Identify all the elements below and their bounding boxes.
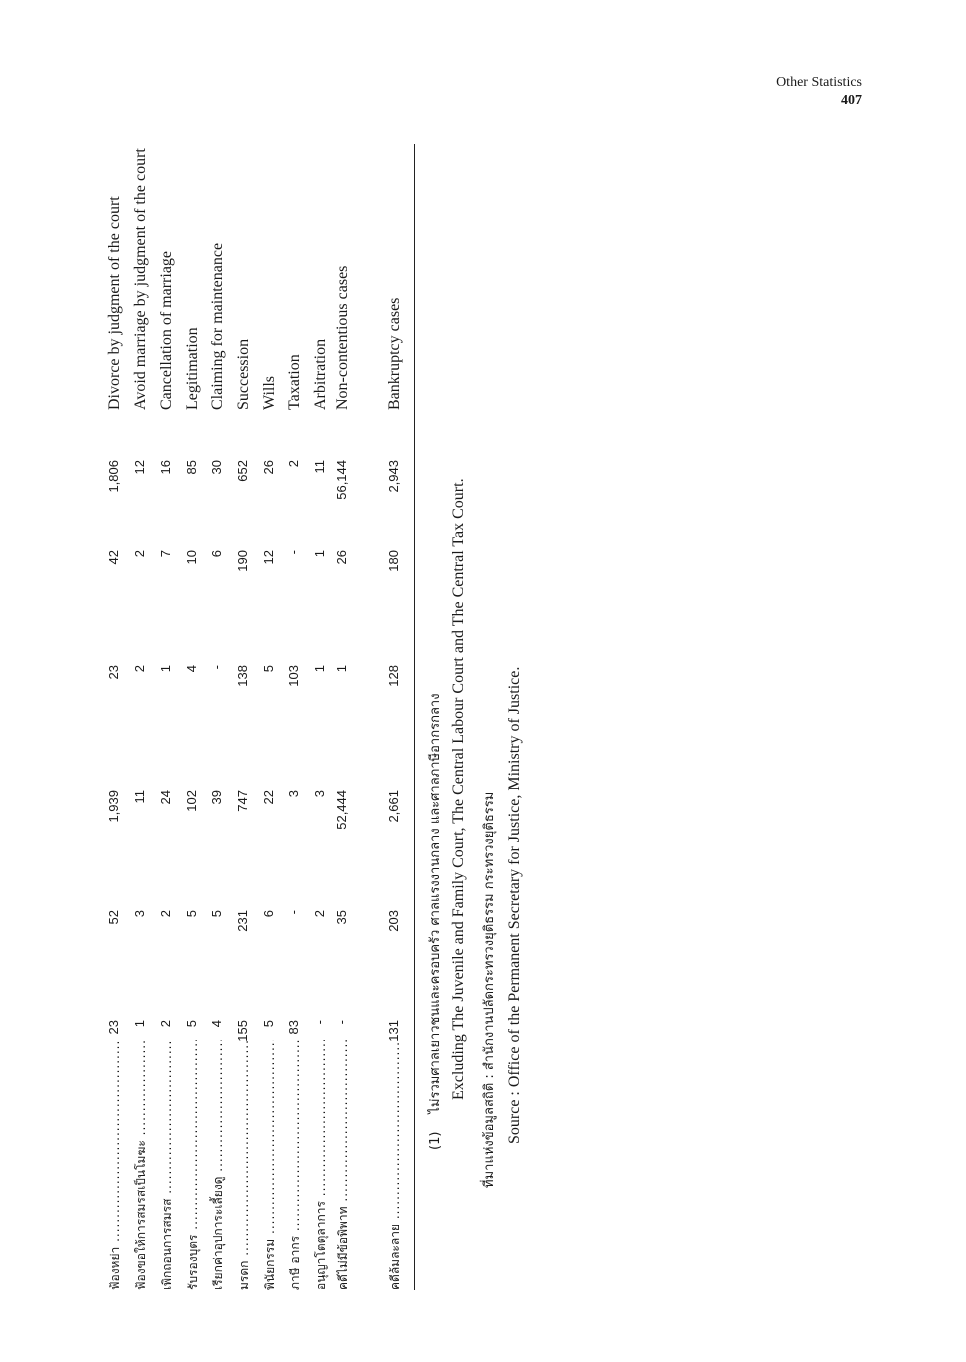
row-label-thai: พินัยกรรม ..... bbox=[261, 1040, 280, 1290]
cell-value: 26 bbox=[334, 550, 349, 565]
footnote-english: Excluding The Juvenile and Family Court, The Central Labour Court and The Central Tax Court. bbox=[450, 478, 467, 1100]
cell-value: 39 bbox=[209, 790, 224, 805]
row-label-thai: เพิกถอนการสมรส ..... bbox=[158, 1040, 177, 1290]
row-label-english: Legitimation bbox=[184, 327, 201, 410]
cell-value: 3 bbox=[286, 790, 301, 798]
table-bottom-rule bbox=[414, 144, 415, 1290]
cell-value: 747 bbox=[235, 790, 250, 812]
table-row bbox=[209, 90, 231, 1290]
cell-value: 83 bbox=[286, 1020, 301, 1035]
cell-value: 138 bbox=[235, 665, 250, 687]
cell-value: 24 bbox=[158, 790, 173, 805]
row-label-english: Taxation bbox=[286, 354, 303, 410]
row-label-thai: คดีล้มละลาย ..... bbox=[386, 1040, 405, 1290]
page-number: 407 bbox=[841, 93, 862, 108]
cell-value: 102 bbox=[184, 790, 199, 812]
row-label-thai: มรดก ..... bbox=[235, 1040, 254, 1290]
row-label-thai: ฟ้องหย่า ..... bbox=[106, 1040, 125, 1290]
cell-value: 56,144 bbox=[334, 460, 349, 500]
row-label-english: Claiming for maintenance bbox=[209, 242, 226, 410]
cell-value: 2 bbox=[132, 550, 147, 558]
cell-value: 203 bbox=[386, 910, 401, 932]
table-row bbox=[235, 90, 257, 1290]
cell-value: 155 bbox=[235, 1020, 250, 1042]
cell-value: 23 bbox=[106, 1020, 121, 1035]
cell-value: 42 bbox=[106, 550, 121, 565]
cell-value: 4 bbox=[209, 1020, 224, 1028]
cell-value: 10 bbox=[184, 550, 199, 565]
cell-value: 7 bbox=[158, 550, 173, 558]
cell-value: 5 bbox=[184, 910, 199, 918]
row-label-english: Wills bbox=[261, 375, 278, 410]
cell-value: - bbox=[334, 1020, 349, 1025]
cell-value: 12 bbox=[261, 550, 276, 565]
cell-value: 190 bbox=[235, 550, 250, 572]
cell-value: - bbox=[286, 910, 301, 915]
cell-value: 1 bbox=[312, 550, 327, 558]
cell-value: 1,939 bbox=[106, 790, 121, 823]
cell-value: 26 bbox=[261, 460, 276, 475]
page-header bbox=[776, 74, 862, 110]
row-label-thai: คดีไม่มีข้อพิพาท ..... bbox=[334, 1040, 353, 1290]
cell-value: 11 bbox=[312, 460, 327, 474]
cell-value: 3 bbox=[132, 910, 147, 918]
table-row bbox=[261, 90, 283, 1290]
row-label-thai: เรียกค่าอุปการะเลี้ยงดู ..... bbox=[209, 1040, 228, 1290]
table-row bbox=[312, 90, 334, 1290]
cell-value: 652 bbox=[235, 460, 250, 482]
cell-value: 23 bbox=[106, 665, 121, 680]
cell-value: 4 bbox=[184, 665, 199, 673]
cell-value: 1,806 bbox=[106, 460, 121, 493]
cell-value: 5 bbox=[209, 910, 224, 918]
row-label-english: Succession bbox=[235, 338, 252, 410]
source-thai: ที่มาแห่งข้อมูลสถิติ : สำนักงานปลัดกระทรวงยุติธรรม กระทรวงยุติธรรม bbox=[482, 791, 497, 1188]
row-label-english: Non-contentious cases bbox=[334, 265, 351, 410]
row-label-english: Bankruptcy cases bbox=[386, 297, 403, 410]
cell-value: 52 bbox=[106, 910, 121, 925]
cell-value: 2,661 bbox=[386, 790, 401, 823]
footnote-thai: (1)ไม่รวมศาลเยาวชนและครอบครัว ศาลแรงงานกลาง และศาลภาษีอากรกลาง bbox=[428, 693, 443, 1150]
cell-value: 85 bbox=[184, 460, 199, 475]
cell-value: 2 bbox=[158, 1020, 173, 1028]
row-label-thai: รับรองบุตร ..... bbox=[184, 1040, 203, 1290]
cell-value: 1 bbox=[132, 1020, 147, 1028]
section-title: Other Statistics bbox=[776, 75, 862, 90]
cell-value: - bbox=[312, 1020, 327, 1025]
cell-value: 231 bbox=[235, 910, 250, 932]
cell-value: 5 bbox=[261, 665, 276, 673]
row-label-english: Divorce by judgment of the court bbox=[106, 196, 123, 410]
cell-value: 5 bbox=[184, 1020, 199, 1028]
cell-value: 6 bbox=[261, 910, 276, 918]
cell-value: 131 bbox=[386, 1020, 401, 1042]
cell-value: 2 bbox=[286, 460, 301, 468]
cell-value: 103 bbox=[286, 665, 301, 687]
cell-value: 52,444 bbox=[334, 790, 349, 830]
cell-value: 6 bbox=[209, 550, 224, 558]
table-row bbox=[386, 90, 408, 1290]
row-label-english: Cancellation of marriage bbox=[158, 250, 175, 410]
table-row bbox=[286, 90, 308, 1290]
cell-value: 5 bbox=[261, 1020, 276, 1028]
cell-value: 1 bbox=[312, 665, 327, 673]
row-label-thai: อนุญาโตตุลาการ ..... bbox=[312, 1040, 331, 1290]
cell-value: 2,943 bbox=[386, 460, 401, 493]
row-label-thai: ภาษี อากร ..... bbox=[286, 1040, 305, 1290]
cell-value: 35 bbox=[334, 910, 349, 925]
rotated-table bbox=[96, 90, 552, 1290]
cell-value: 22 bbox=[261, 790, 276, 805]
table-row bbox=[132, 90, 154, 1290]
table-row bbox=[106, 90, 128, 1290]
cell-value: 2 bbox=[158, 910, 173, 918]
row-label-english: Arbitration bbox=[312, 338, 329, 410]
source-english: Source : Office of the Permanent Secretary for Justice, Ministry of Justice. bbox=[506, 666, 523, 1144]
cell-value: 180 bbox=[386, 550, 401, 572]
cell-value: 1 bbox=[158, 665, 173, 673]
cell-value: 12 bbox=[132, 460, 147, 475]
cell-value: 16 bbox=[158, 460, 173, 475]
row-label-thai: ฟ้องขอให้การสมรสเป็นโมฆะ ..... bbox=[132, 1040, 151, 1290]
table-row bbox=[184, 90, 206, 1290]
table-row bbox=[334, 90, 356, 1290]
cell-value: 2 bbox=[132, 665, 147, 673]
cell-value: 2 bbox=[312, 910, 327, 918]
cell-value: 30 bbox=[209, 460, 224, 475]
cell-value: 1 bbox=[334, 665, 349, 673]
footnote-marker: (1) bbox=[428, 1131, 443, 1150]
cell-value: - bbox=[209, 665, 224, 670]
cell-value: - bbox=[286, 550, 301, 555]
cell-value: 11 bbox=[132, 790, 147, 804]
row-label-english: Avoid marriage by judgment of the court bbox=[132, 148, 149, 410]
cell-value: 3 bbox=[312, 790, 327, 798]
cell-value: 128 bbox=[386, 665, 401, 687]
table-row bbox=[158, 90, 180, 1290]
